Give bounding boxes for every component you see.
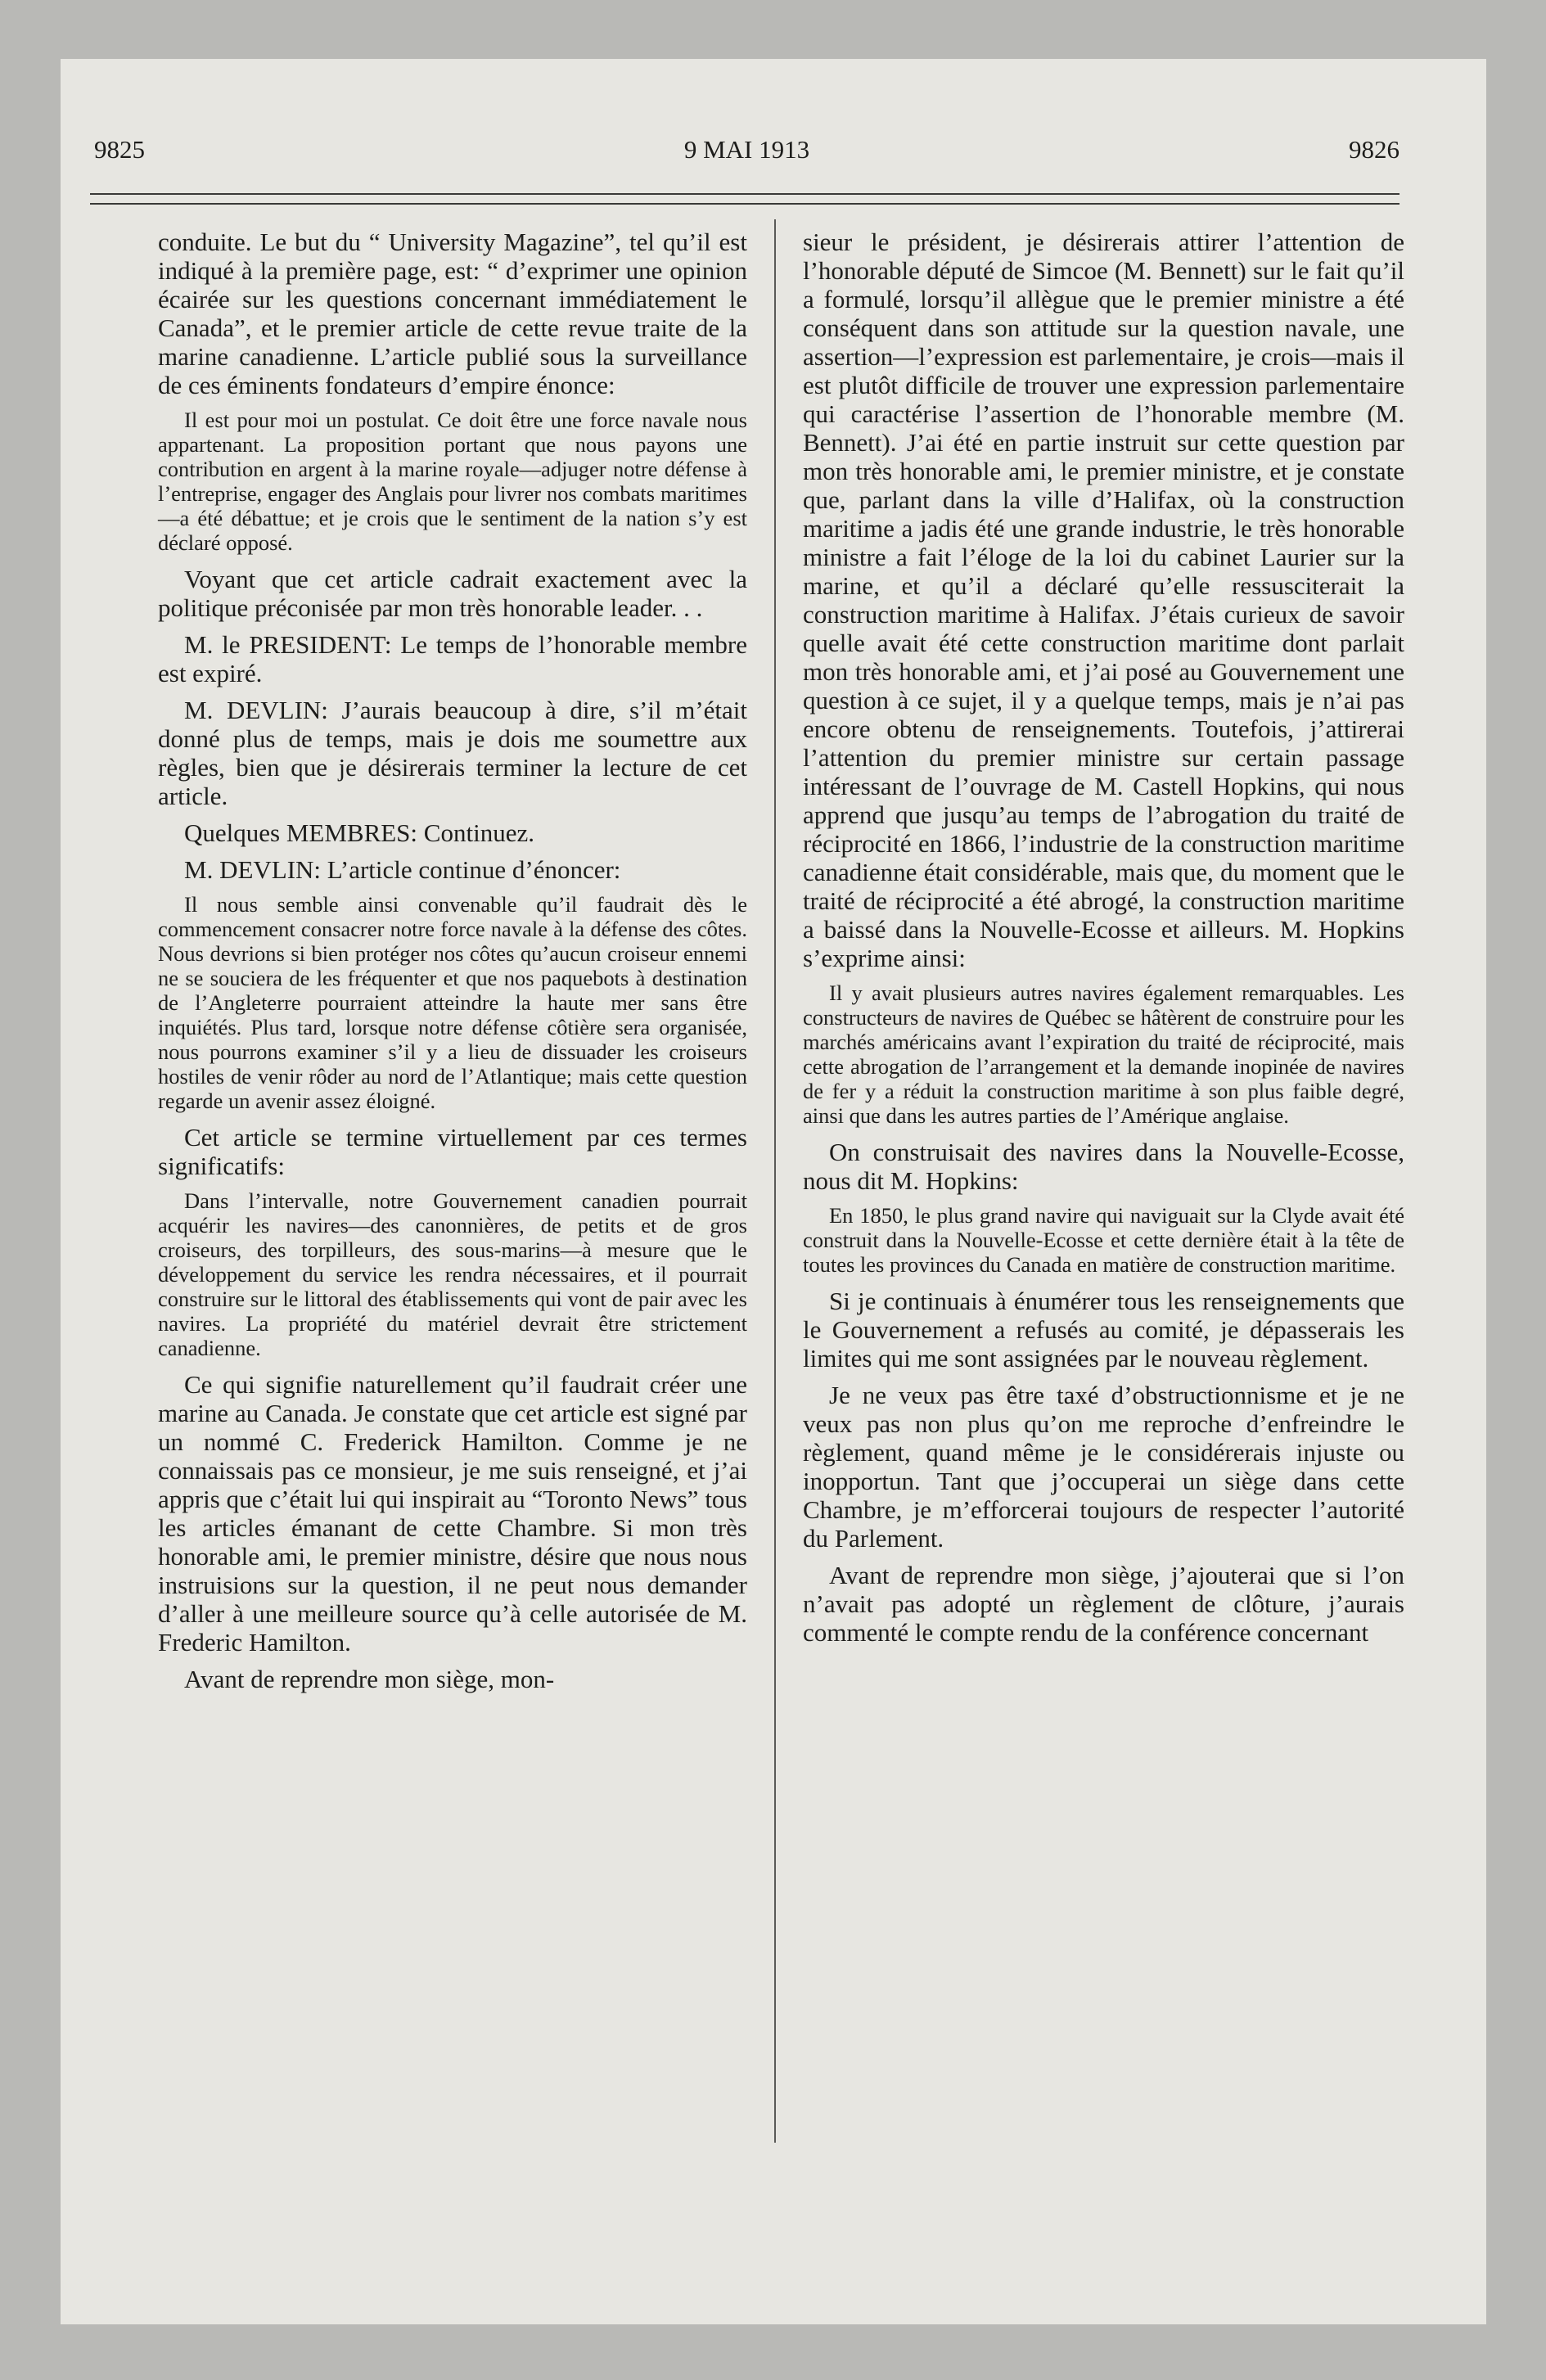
body-paragraph: Avant de reprendre mon siège, j’ajouterai que si l’on n’avait pas adopté un règlement de clôture, j’aurais commenté le compte rendu de la conférence concernant (803, 1561, 1404, 1647)
page-number-right: 9826 (1349, 135, 1400, 164)
body-paragraph: conduite. Le but du “ University Magazine”, tel qu’il est indiqué à la première page, est: “ d’exprimer une opinion écairée sur les questions concernant immédiatement le Canada”, et le premier article de cette revue traite de la marine canadienne. L’article publié sous la surveillance de ces éminents fondateurs d’empire énonce: (158, 228, 747, 399)
body-paragraph: sieur le président, je désirerais attirer l’attention de l’honorable député de Simcoe (M. Bennett) sur le fait qu’il a formulé, lorsqu’il allègue que le premier ministre a été conséquent dans son attitude sur la question navale, une assertion—l’expression est parlementaire, je crois—mais il est plutôt difficile de trouver une expression parlementaire qui caractérise l’assertion de l’honorable membre (M. Bennett). J’ai été en partie instruit sur cette question par mon très honorable ami, le premier ministre, et je constate que, parlant dans la ville d’Halifax, où la construction maritime a jadis été une grande industrie, le très honorable ministre a fait l’éloge de la loi du cabinet Laurier sur la marine, et qu’il a déclaré qu’elle ressusciterait la construction maritime à Halifax. J’étais curieux de savoir quelle avait été cette construction maritime dont parlait mon très honorable ami, et j’ai posé au Gouvernement une question à ce sujet, il y a quelque temps, mais je n’ai pas encore obtenu de renseignements. Toutefois, j’attirerai l’attention du premier ministre sur certain passage intéressant de l’ouvrage de M. Castell Hopkins, qui nous apprend que jusqu’au temps de l’abrogation du traité de réciprocité en 1866, l’industrie de la construction maritime canadienne était considérable, mais que, du moment que le traité de réciprocité a été abrogé, la construction maritime a baissé dans la Nouvelle-Ecosse et ailleurs. M. Hopkins s’exprime ainsi: (803, 228, 1404, 972)
header-rule-bottom (90, 203, 1400, 205)
body-paragraph: M. le PRESIDENT: Le temps de l’honorable membre est expiré. (158, 630, 747, 687)
left-column (158, 228, 747, 1702)
body-paragraph: M. DEVLIN: L’article continue d’énoncer: (184, 855, 621, 884)
body-paragraph: Voyant que cet article cadrait exactement avec la politique préconisée par mon très honorable leader. . . (158, 565, 747, 622)
body-paragraph: Si je continuais à énumérer tous les renseignements que le Gouvernement a refusés au comité, je dépasserais les limites qui me sont assignées par le nouveau règlement. (803, 1287, 1404, 1373)
quoted-passage: Dans l’intervalle, notre Gouvernement canadien pourrait acquérir les navires—des canonnières, de petits et de gros croiseurs, des torpilleurs, des sous-marins—à mesure que le développement du service les rendra nécessaires, et il pourrait construire sur le littoral des établissements qui vont de pair avec les navires. La propriété du matériel devrait être strictement canadienne. (158, 1188, 747, 1360)
quoted-passage: Il nous semble ainsi convenable qu’il faudrait dès le commencement consacrer notre force navale à la défense des côtes. Nous devrions si bien protéger nos côtes qu’aucun croiseur ennemi ne se souciera de les fréquenter et que nos paquebots à destination de l’Angleterre pourraient atteindre la haute mer sans être inquiétés. Plus tard, lorsque notre défense côtière sera organisée, nous pourrons examiner s’il y a lieu de dissuader les croiseurs hostiles de venir rôder au nord de l’Atlantique; mais cette question regarde un avenir assez éloigné. (158, 892, 747, 1113)
quoted-passage: Il y avait plusieurs autres navires également remarquables. Les constructeurs de navires de Québec se hâtèrent de construire pour les marchés américains avant l’expiration du traité de réciprocité, mais cette abrogation de l’arrangement et la demande inopinée de navires de fer y a réduit la construction maritime à son plus faible degré, ainsi que dans les autres parties de l’Amérique anglaise. (803, 980, 1404, 1128)
quoted-passage: En 1850, le plus grand navire qui naviguait sur la Clyde avait été construit dans la Nouvelle-Ecosse et cette dernière était à la tête de toutes les provinces du Canada en matière de construction maritime. (803, 1203, 1404, 1277)
quoted-passage: Il est pour moi un postulat. Ce doit être une force navale nous appartenant. La proposition portant que nous payons une contribution en argent à la marine royale—adjuger notre défense à l’entreprise, engager des Anglais pour livrer nos combats maritimes—a été débattue; et je crois que le sentiment de la nation s’y est déclaré opposé. (158, 408, 747, 555)
column-divider (774, 219, 776, 2143)
body-paragraph: M. DEVLIN: J’aurais beaucoup à dire, s’il m’était donné plus de temps, mais je dois me soumettre aux règles, bien que je désirerais terminer la lecture de cet article. (158, 696, 747, 810)
page-header (94, 135, 1400, 168)
header-rule-top (90, 193, 1400, 195)
body-paragraph: Ce qui signifie naturellement qu’il faudrait créer une marine au Canada. Je constate que cet article est signé par un nommé C. Frederick Hamilton. Comme je ne connaissais pas ce monsieur, je me suis renseigné, et j’ai appris que c’était lui qui inspirait au “Toronto News” tous les articles émanant de cette Chambre. Si mon très honorable ami, le premier ministre, désire que nous nous instruisions sur la question, il ne peut nous demander d’aller à une meilleure source qu’à celle autorisée de M. Frederic Hamilton. (158, 1370, 747, 1657)
body-paragraph: Cet article se termine virtuellement par ces termes significatifs: (158, 1123, 747, 1180)
body-paragraph: On construisait des navires dans la Nouvelle-Ecosse, nous dit M. Hopkins: (803, 1138, 1404, 1195)
right-column (803, 228, 1404, 1655)
page-number-left: 9825 (94, 135, 145, 164)
body-paragraph: Je ne veux pas être taxé d’obstructionnisme et je ne veux pas non plus qu’on me reproche d’enfreindre le règlement, quand même je le considérerais injuste ou inopportun. Tant que j’occuperai un siège dans cette Chambre, je m’efforcerai toujours de respecter l’autorité du Parlement. (803, 1381, 1404, 1553)
page-date: 9 MAI 1913 (683, 135, 810, 164)
body-paragraph: Quelques MEMBRES: Continuez. (184, 818, 534, 847)
body-paragraph: Avant de reprendre mon siège, mon- (184, 1665, 555, 1693)
